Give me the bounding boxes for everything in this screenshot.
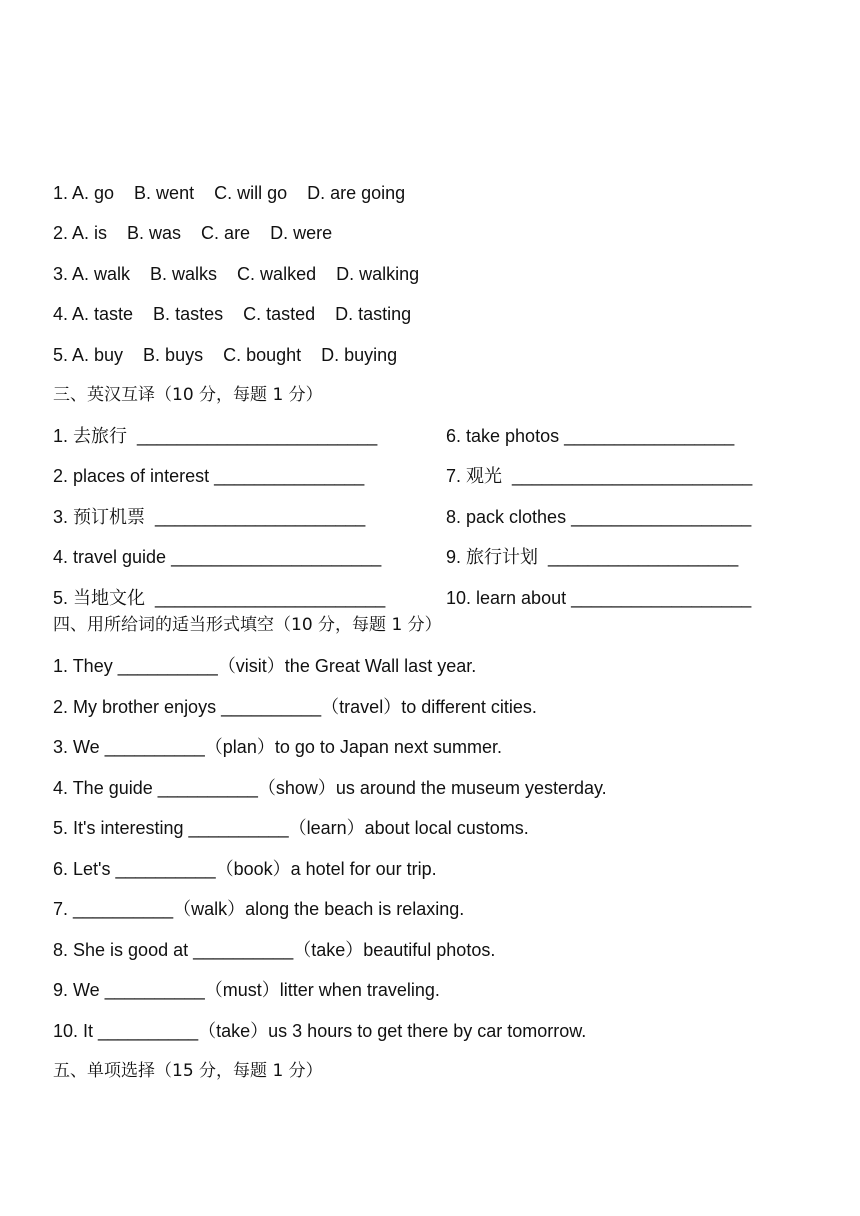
- translation-item-3: 3. 预订机票 _____________________: [53, 507, 366, 527]
- fill-item-6: 6. Let's __________（book）a hotel for our trip.: [53, 859, 437, 879]
- fill-item-5: 5. It's interesting __________（learn）about local customs.: [53, 818, 529, 838]
- option-line-5: 5. A. buy B. buys C. bought D. buying: [53, 345, 398, 365]
- translation-item-7: 7. 观光 ________________________: [446, 466, 753, 486]
- translation-item-5: 5. 当地文化 _______________________: [53, 588, 386, 608]
- fill-item-10: 10. It __________（take）us 3 hours to get there by car tomorrow.: [53, 1021, 587, 1041]
- translation-item-9: 9. 旅行计划 ___________________: [446, 547, 739, 567]
- fill-item-9: 9. We __________（must）litter when traveling.: [53, 980, 440, 1000]
- translation-item-2: 2. places of interest _______________: [53, 466, 365, 486]
- translation-item-10: 10. learn about __________________: [446, 588, 752, 608]
- fill-item-3: 3. We __________（plan）to go to Japan next summer.: [53, 737, 502, 757]
- section-3-title: 三、英汉互译（10 分，每题 1 分）: [53, 385, 323, 405]
- option-line-2: 2. A. is B. was C. are D. were: [53, 223, 333, 243]
- fill-item-8: 8. She is good at __________（take）beautiful photos.: [53, 940, 496, 960]
- translation-item-4: 4. travel guide _____________________: [53, 547, 382, 567]
- translation-item-6: 6. take photos _________________: [446, 426, 735, 446]
- option-line-1: 1. A. go B. went C. will go D. are going: [53, 183, 406, 203]
- fill-item-7: 7. __________（walk）along the beach is relaxing.: [53, 899, 465, 919]
- translation-item-1: 1. 去旅行 ________________________: [53, 426, 378, 446]
- fill-item-4: 4. The guide __________（show）us around the museum yesterday.: [53, 778, 607, 798]
- section-5-title: 五、单项选择（15 分，每题 1 分）: [53, 1061, 323, 1081]
- option-line-3: 3. A. walk B. walks C. walked D. walking: [53, 264, 420, 284]
- translation-item-8: 8. pack clothes __________________: [446, 507, 752, 527]
- fill-item-1: 1. They __________（visit）the Great Wall last year.: [53, 656, 477, 676]
- section-4-title: 四、用所给词的适当形式填空（10 分，每题 1 分）: [53, 615, 442, 635]
- fill-item-2: 2. My brother enjoys __________（travel）to different cities.: [53, 697, 537, 717]
- option-line-4: 4. A. taste B. tastes C. tasted D. tasting: [53, 304, 412, 324]
